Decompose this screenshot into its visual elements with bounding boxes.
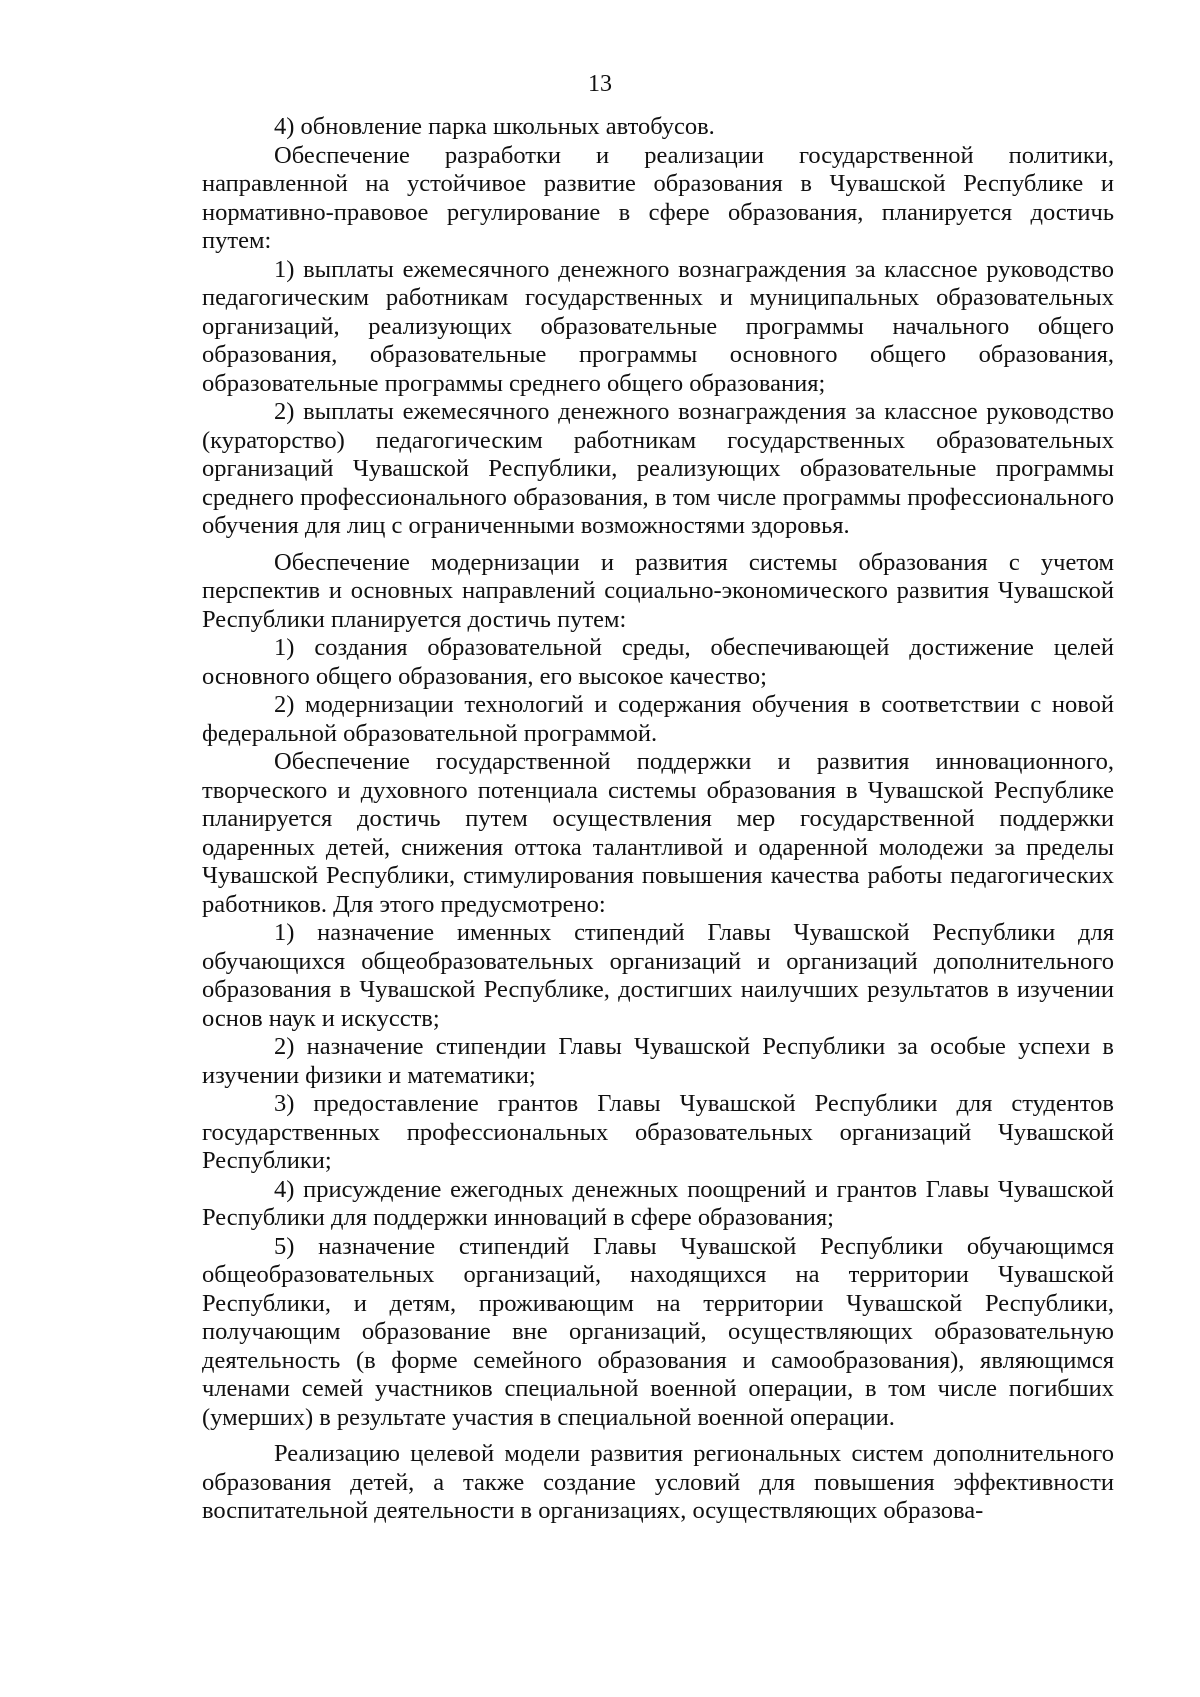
list-item: 2) назначение стипендии Главы Чувашской Республики за особые успехи в изучении физики и математики; bbox=[202, 1033, 1114, 1089]
document-body bbox=[202, 113, 1114, 1526]
page-number: 13 bbox=[588, 71, 612, 97]
list-item: 3) предоставление грантов Главы Чувашской Республики для студентов государственных профессиональных образовательных организаций Чувашской Республики; bbox=[202, 1090, 1114, 1174]
paragraph: Обеспечение государственной поддержки и развития инновационного, творческого и духовного потенциала системы образования в Чувашской Республике планируется достичь путем осуществления мер государственной поддержки одаренных детей, снижения оттока талантливой и одаренной молодежи за пределы Чувашской Республики, стимулирования повышения качества работы педагогических работников. Для этого предусмотрено: bbox=[202, 748, 1114, 918]
paragraph: Обеспечение модернизации и развития системы образования с учетом перспектив и основных направлений социально-экономического развития Чувашской Республики планируется достичь путем: bbox=[202, 548, 1114, 633]
paragraph: Обеспечение разработки и реализации государственной политики, направленной на устойчивое развитие образования в Чувашской Республике и нормативно-правовое регулирование в сфере образования, планируется достичь путем: bbox=[202, 141, 1114, 254]
list-item: 1) выплаты ежемесячного денежного вознаграждения за классное руководство педагогическим работникам государственных и муниципальных образовательных организаций, реализующих образовательные программы начального общего образования, образовательные программы основного общего образования, образовательные программы среднего общего образования; bbox=[202, 255, 1114, 397]
list-item: 5) назначение стипендий Главы Чувашской Республики обучающимся общеобразовательных организаций, находящихся на территории Чувашской Республики, и детям, проживающим на территории Чувашской Республики, получающим образование вне организаций, осуществляющих образовательную деятельность (в форме семейного образования и самообразования), являющимся членами семей участников специальной военной операции, в том числе погибших (умерших) в результате участия в специальной военной операции. bbox=[202, 1232, 1114, 1431]
list-item: 1) создания образовательной среды, обеспечивающей достижение целей основного общего образования, его высокое качество; bbox=[202, 634, 1114, 690]
paragraph: 4) обновление парка школьных автобусов. bbox=[274, 113, 715, 140]
list-item: 2) модернизации технологий и содержания обучения в соответствии с новой федеральной образовательной программой. bbox=[202, 691, 1114, 747]
paragraph: Реализацию целевой модели развития региональных систем дополнительного образования детей, а также создание условий для повышения эффективности воспитательной деятельности в организациях, осуществляющих образова- bbox=[202, 1440, 1114, 1524]
list-item: 2) выплаты ежемесячного денежного вознаграждения за классное руководство (кураторство) педагогическим работникам государственных образовательных организаций Чувашской Республики, реализующих образовательные программы среднего профессионального образования, в том числе программы профессионального обучения для лиц с ограниченными возможностями здоровья. bbox=[202, 398, 1114, 539]
list-item: 4) присуждение ежегодных денежных поощрений и грантов Главы Чувашской Республики для поддержки инноваций в сфере образования; bbox=[202, 1175, 1114, 1231]
list-item: 1) назначение именных стипендий Главы Чувашской Республики для обучающихся общеобразовательных организаций и организаций дополнительного образования в Чувашской Республике, достигших наилучших результатов в изучении основ наук и искусств; bbox=[202, 919, 1114, 1032]
